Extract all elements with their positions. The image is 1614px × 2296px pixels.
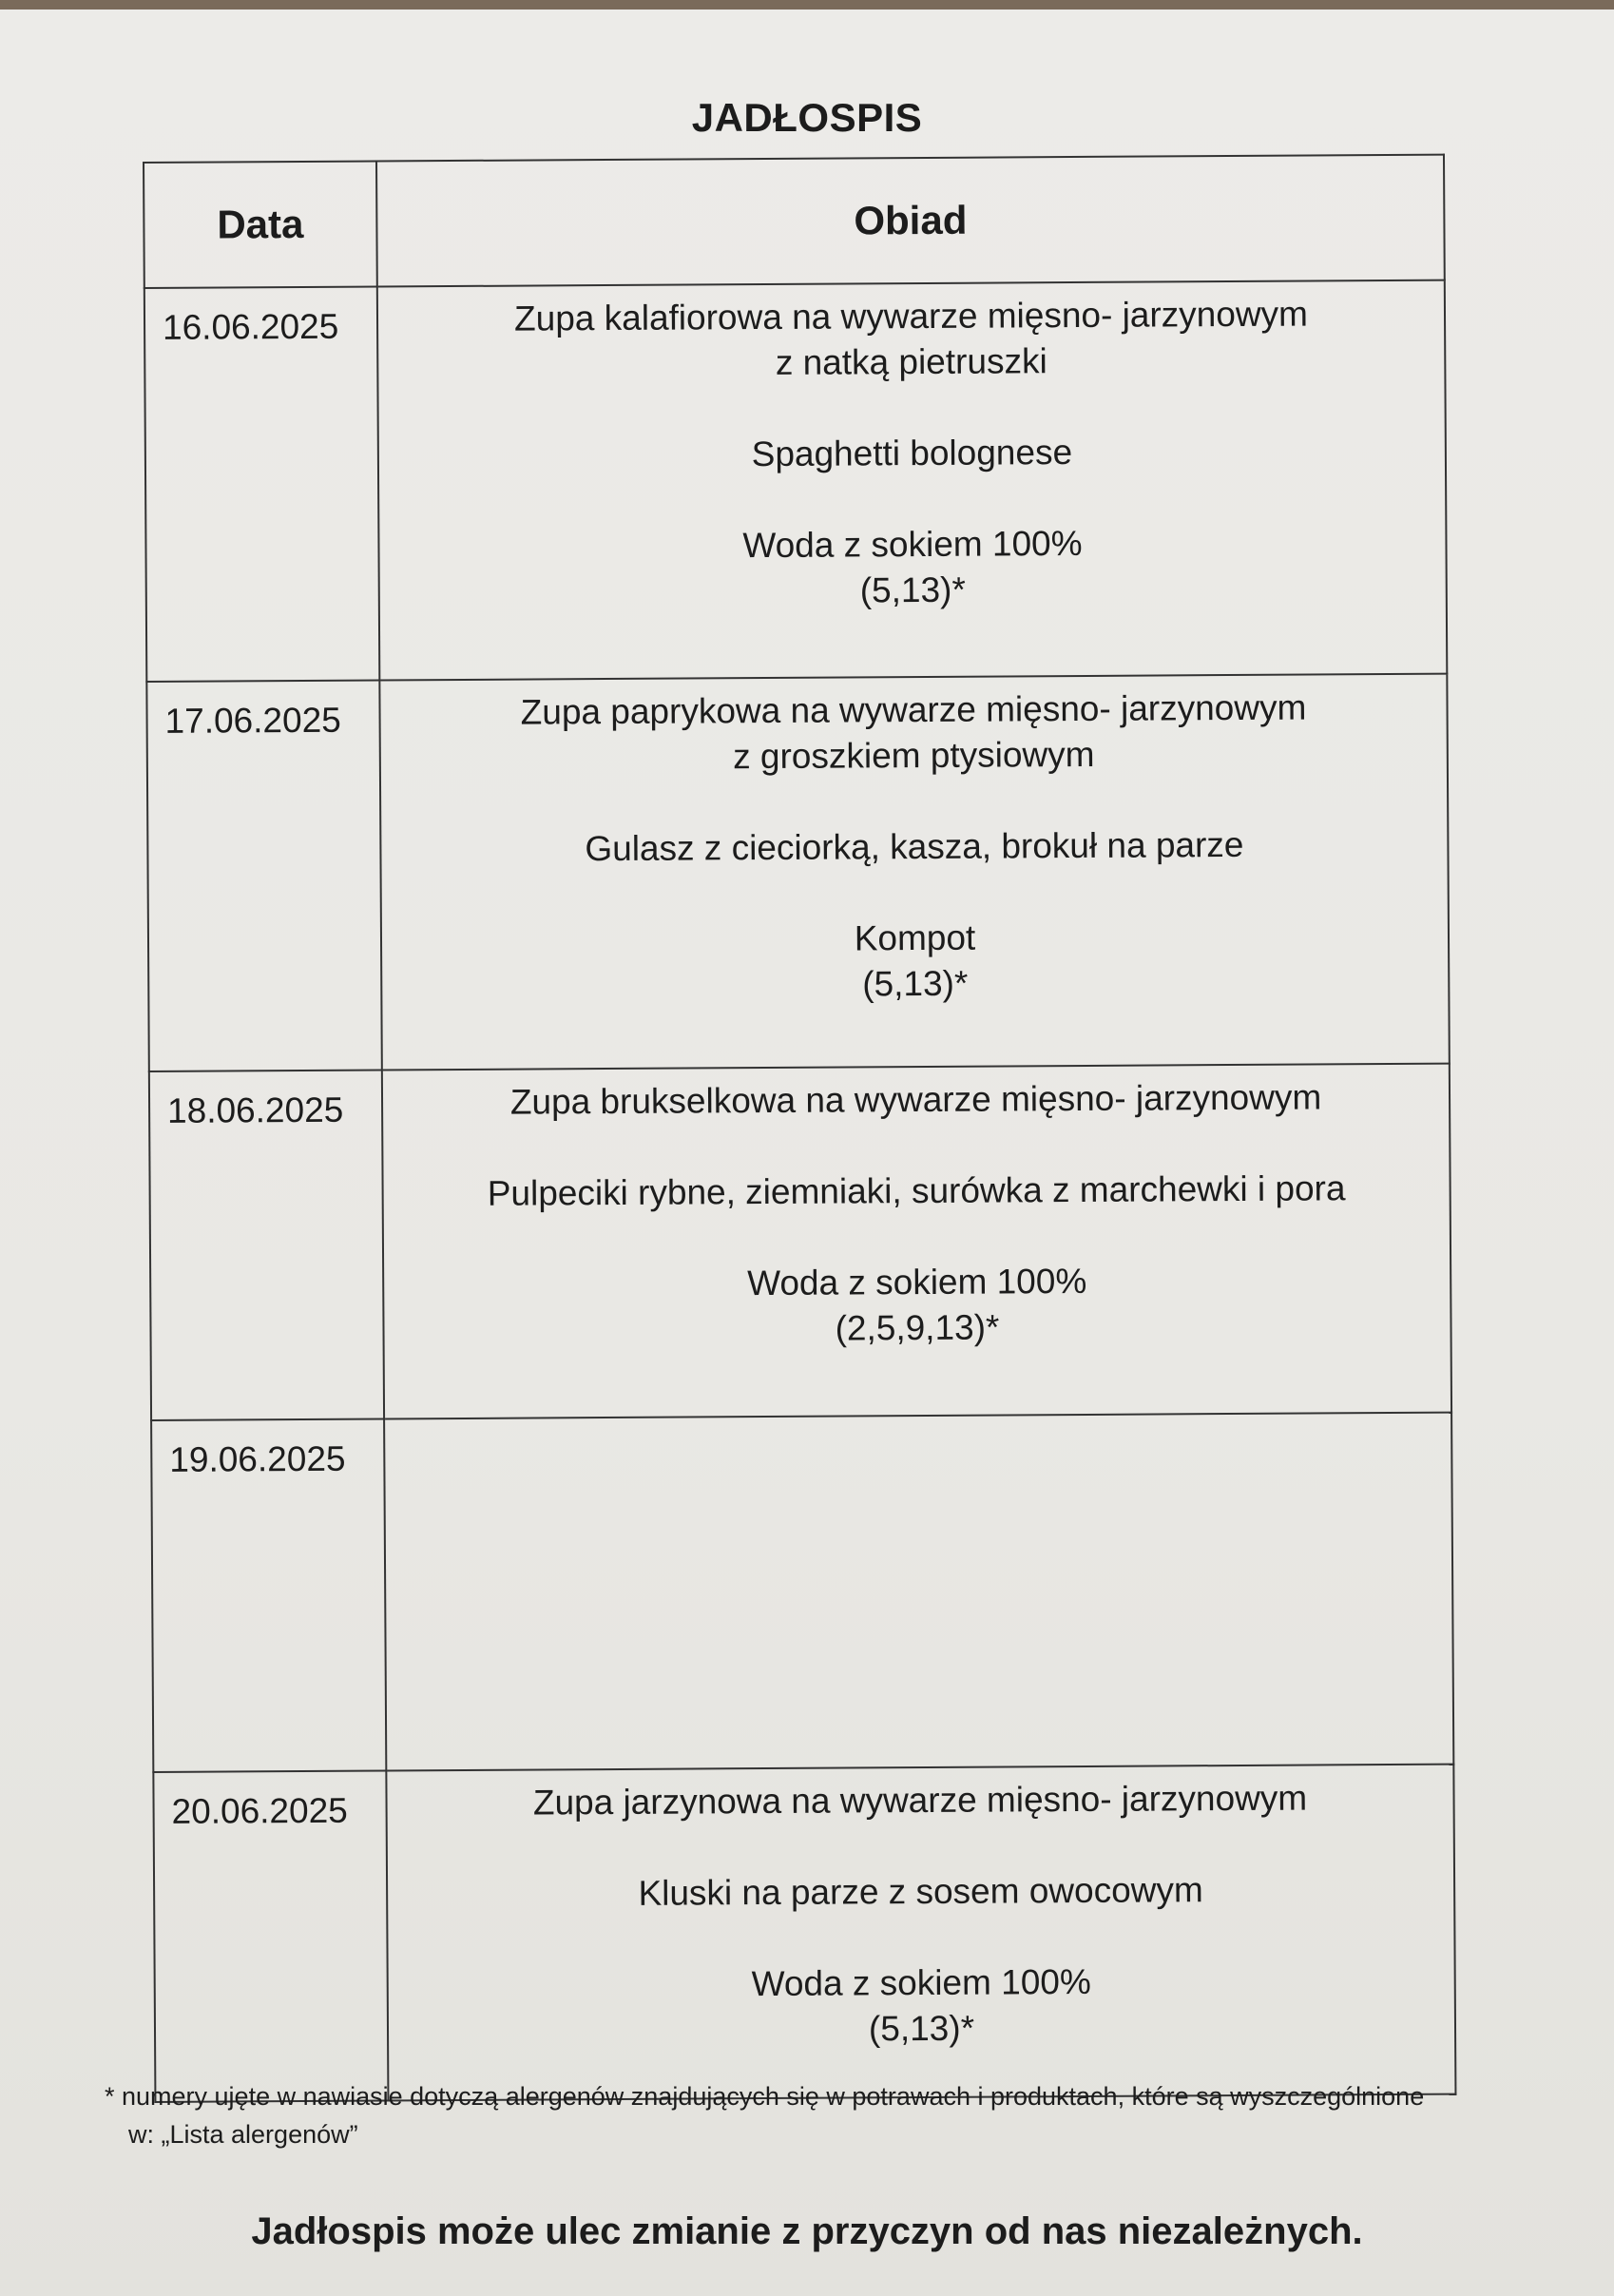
meal-line: Woda z sokiem 100% [747, 1261, 1087, 1303]
document-title: JADŁOSPIS [691, 95, 923, 140]
meal-spacer [389, 473, 1435, 526]
meal-cell [386, 1765, 1455, 2101]
header-meal: Obiad [376, 155, 1445, 287]
date-cell: 18.06.2025 [149, 1070, 384, 1419]
meal-cell [384, 1413, 1453, 1771]
table-row [144, 280, 1448, 682]
footnote-line-1: * numery ujęte w nawiasie dotyczą alergenów znajdujących się w potrawach i produktach, które są wyszczególnione [105, 2082, 1425, 2111]
meal-line: Zupa kalafiorowa na wywarze mięsno- jarzynowym [513, 294, 1309, 338]
change-disclaimer: Jadłospis może ulec zmianie z przyczyn od nas niezależnych. [251, 2210, 1363, 2252]
table-row [146, 674, 1449, 1071]
meal-line: Spaghetti bolognese [751, 433, 1073, 474]
header-date: Data [144, 161, 377, 287]
meal-line: Zupa brukselkowa na wywarze mięsno- jarzynowym [509, 1077, 1322, 1122]
meal-line: (5,13)* [859, 569, 966, 610]
meal-line: z groszkiem ptysiowym [733, 734, 1095, 777]
meal-spacer [391, 776, 1437, 828]
date-cell: 20.06.2025 [153, 1770, 388, 2101]
meal-spacer [394, 1211, 1440, 1264]
table-row [151, 1413, 1453, 1772]
table-row [153, 1765, 1455, 2102]
meal-line: (5,13)* [868, 2008, 975, 2049]
date-cell: 19.06.2025 [151, 1418, 386, 1771]
meal-line: (2,5,9,13)* [835, 1307, 1000, 1348]
meal-spacer [388, 382, 1434, 434]
table-header-row [144, 155, 1445, 288]
meal-spacer [397, 1912, 1444, 1964]
table-row [149, 1064, 1451, 1420]
menu-table [143, 154, 1456, 2103]
date-cell: 17.06.2025 [146, 680, 381, 1071]
meal-cell [379, 674, 1449, 1071]
photo-top-edge [0, 0, 1614, 10]
meal-spacer [392, 867, 1438, 919]
meal-line: Kompot [854, 917, 976, 958]
meal-line: (5,13)* [862, 963, 969, 1004]
allergen-footnote [105, 2077, 1530, 2153]
meal-line: Pulpeciki rybne, ziemniaki, surówka z marchewki i pora [487, 1168, 1346, 1213]
meal-line: Zupa paprykowa na wywarze mięsno- jarzynowym [520, 687, 1307, 732]
footnote-line-2: w: „Lista alergenów” [128, 2120, 358, 2149]
date-cell: 16.06.2025 [144, 286, 380, 681]
meal-line: z natką pietruszki [775, 341, 1047, 382]
meal-spacer [393, 1120, 1439, 1172]
meal-line: Woda z sokiem 100% [742, 523, 1083, 566]
meal-line: Gulasz z cieciorką, kasza, brokuł na parze [585, 824, 1244, 869]
meal-cell [382, 1064, 1451, 1419]
meal-line: Woda z sokiem 100% [751, 1961, 1091, 2004]
meal-line: Kluski na parze z sosem owocowym [638, 1870, 1203, 1913]
meal-spacer [397, 1821, 1444, 1873]
meal-cell [377, 280, 1448, 681]
meal-line: Zupa jarzynowa na wywarze mięsno- jarzynowym [532, 1778, 1308, 1823]
